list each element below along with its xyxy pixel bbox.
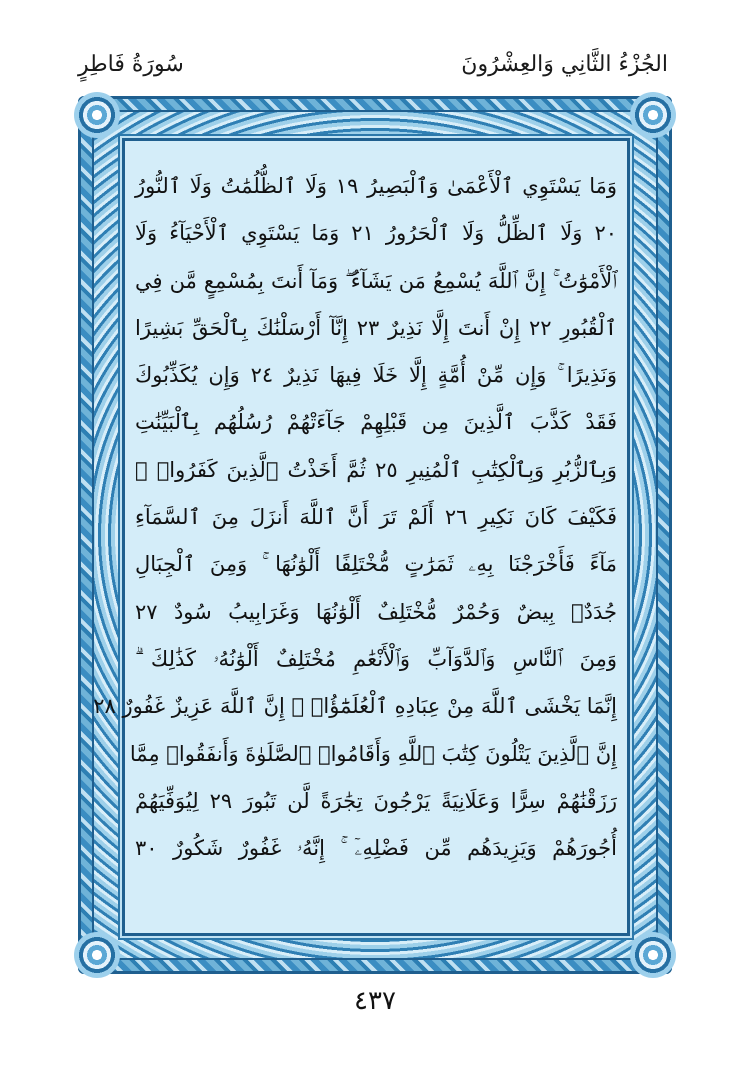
- text-line: ٢٠ وَلَا ٱلظِّلُّ وَلَا ٱلْحَرُورُ ٢١ وَمَا يَسْتَوِي ٱلْأَحْيَآءُ وَلَا: [135, 221, 618, 246]
- page-header: [78, 52, 668, 92]
- text-line: فَقَدْ كَذَّبَ ٱلَّذِينَ مِن قَبْلِهِمْ جَآءَتْهُمْ رُسُلُهُم بِٱلْبَيِّنَٰتِ: [135, 410, 617, 435]
- verse-lines: [93, 163, 618, 917]
- text-line: ٱلْقُبُورِ ٢٢ إِنْ أَنتَ إِلَّا نَذِيرٌ ٢٣ إِنَّآ أَرْسَلْنَٰكَ بِٱلْحَقِّ بَشِيرًا: [135, 315, 618, 340]
- text-line: مَآءً فَأَخْرَجْنَا بِهِۦ ثَمَرَٰتٍ مُّخْتَلِفًا أَلْوَٰنُهَا ۚ وَمِنَ ٱلْجِبَالِ: [135, 552, 617, 577]
- text-line: وَبِٱلزُّبُرِ وَبِٱلْكِتَٰبِ ٱلْمُنِيرِ ٢٥ ثُمَّ أَخَذْتُ ٱلَّذِينَ كَفَرُوا۟ ۖ: [135, 457, 617, 482]
- text-area: [93, 138, 630, 936]
- juz-title: الجُزْءُ الثَّانِي وَالعِشْرُونَ: [461, 52, 668, 77]
- text-line: وَنَذِيرًا ۚ وَإِن مِّنْ أُمَّةٍ إِلَّا خَلَا فِيهَا نَذِيرٌ ٢٤ وَإِن يُكَذِّبُوكَ: [135, 363, 617, 388]
- text-line: جُدَدٌۢ بِيضٌ وَحُمْرٌ مُّخْتَلِفٌ أَلْوَٰنُهَا وَغَرَابِيبُ سُودٌ ٢٧: [135, 599, 617, 624]
- corner-ornament-icon: [630, 92, 676, 138]
- text-line: وَمَا يَسْتَوِي ٱلْأَعْمَىٰ وَٱلْبَصِيرُ ١٩ وَلَا ٱلظُّلُمَٰتُ وَلَا ٱلنُّورُ: [135, 174, 618, 198]
- text-line: إِنَّمَا يَخْشَى ٱللَّهَ مِنْ عِبَادِهِ ٱلْعُلَمَٰٓؤُا۟ ۗ إِنَّ ٱللَّهَ عَزِيزٌ غَفُورٌ ٢٨: [93, 694, 617, 719]
- page-number: ٤٣٧: [354, 986, 396, 1016]
- corner-ornament-icon: [74, 932, 120, 978]
- text-line: ٱلْأَمْوَٰتُ ۚ إِنَّ ٱللَّهَ يُسْمِعُ مَن يَشَآءُ ۖ وَمَآ أَنتَ بِمُسْمِعٍ مَّن فِي: [135, 268, 617, 293]
- surah-title: سُورَةُ فَاطِرٍ: [78, 52, 184, 77]
- corner-ornament-icon: [74, 92, 120, 138]
- text-line: فَكَيْفَ كَانَ نَكِيرِ ٢٦ أَلَمْ تَرَ أَنَّ ٱللَّهَ أَنزَلَ مِنَ ٱلسَّمَآءِ: [135, 505, 618, 530]
- text-line: إِنَّ ٱلَّذِينَ يَتْلُونَ كِتَٰبَ ٱللَّهِ وَأَقَامُوا۟ ٱلصَّلَوٰةَ وَأَنفَقُوا۟ مِمَّا: [129, 741, 617, 766]
- text-line: أُجُورَهُمْ وَيَزِيدَهُم مِّن فَضْلِهِۦٓ ۚ إِنَّهُۥ غَفُورٌ شَكُورٌ ٣٠: [135, 836, 617, 861]
- text-line: رَزَقْنَٰهُمْ سِرًّا وَعَلَانِيَةً يَرْجُونَ تِجَٰرَةً لَّن تَبُورَ ٢٩ لِيُوَفِّيَهُمْ: [135, 788, 617, 813]
- ornamental-frame: [78, 96, 672, 974]
- corner-ornament-icon: [630, 932, 676, 978]
- text-line: وَمِنَ ٱلنَّاسِ وَٱلدَّوَآبِّ وَٱلْأَنْعَٰمِ مُخْتَلِفٌ أَلْوَٰنُهُۥ كَذَٰلِكَ ۗ: [135, 646, 617, 671]
